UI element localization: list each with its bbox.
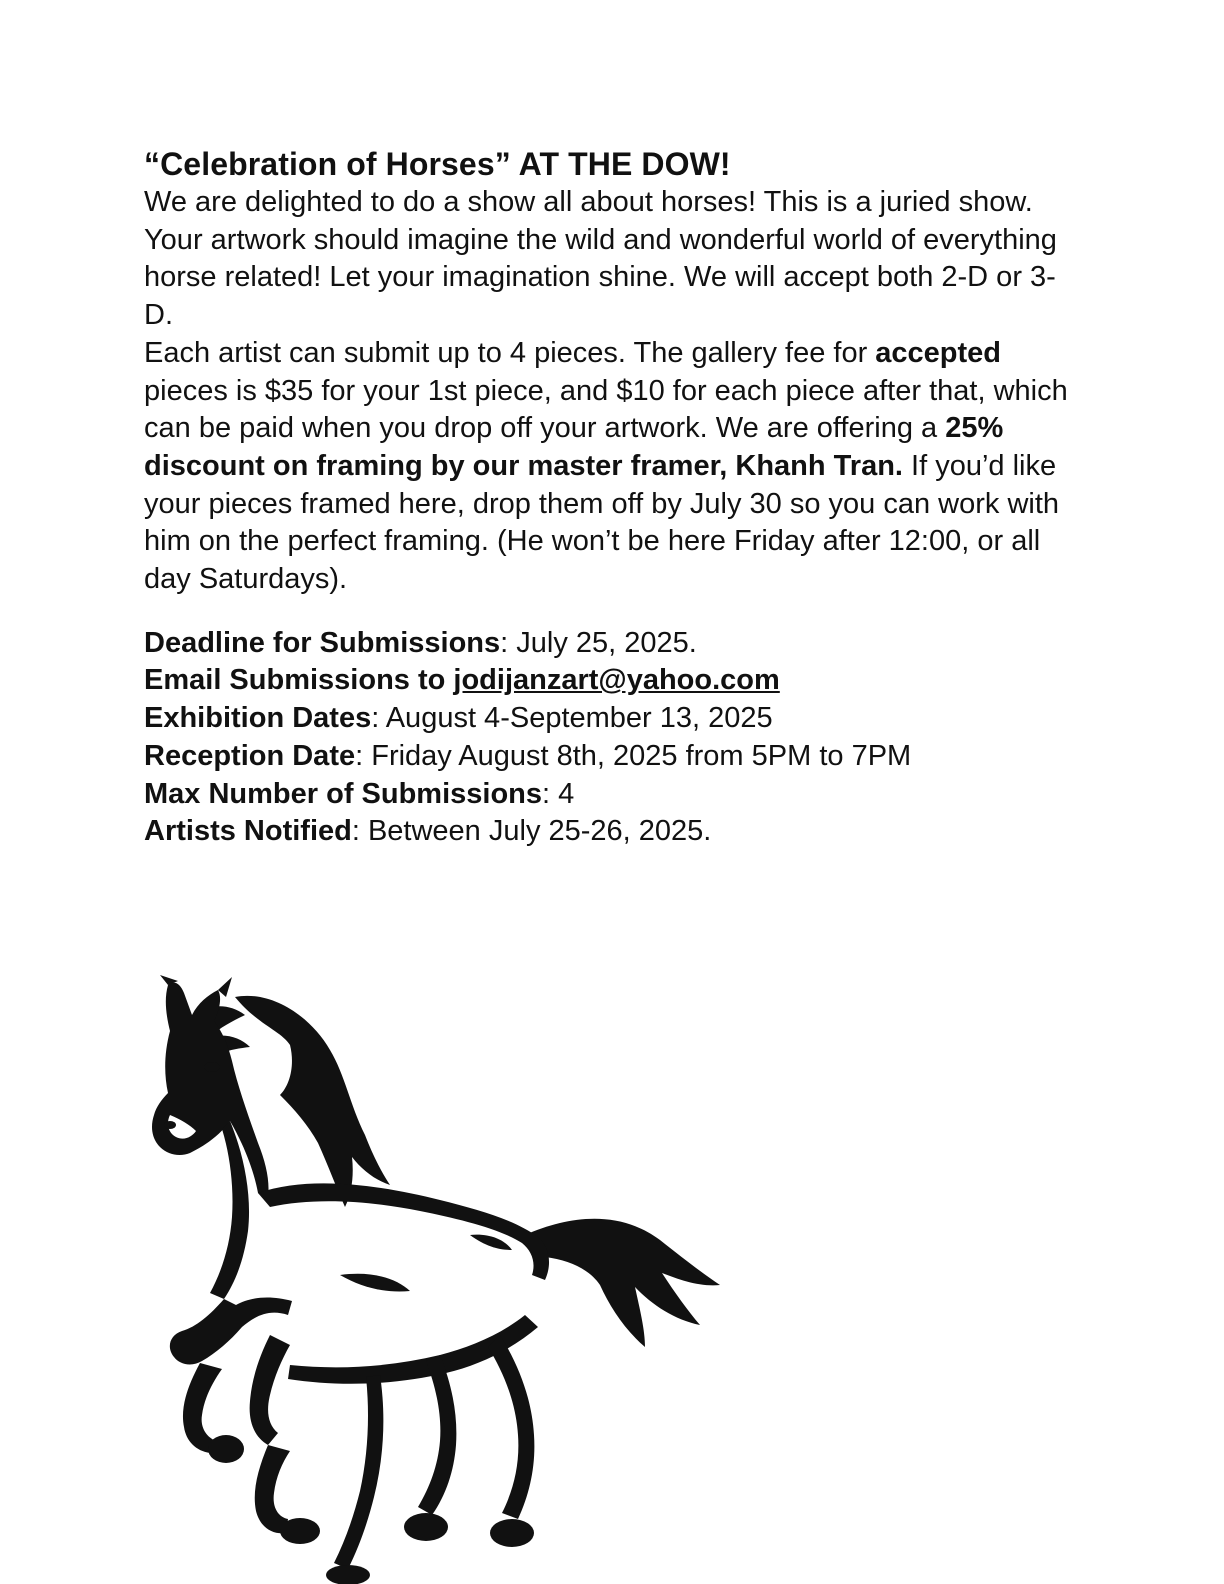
deadline-value: : July 25, 2025. xyxy=(500,626,697,659)
intro-paragraph-2 xyxy=(144,335,1084,599)
page-title: “Celebration of Horses” AT THE DOW! xyxy=(144,146,731,182)
framing-discount-emphasis: 25% discount on framing by our master framer, Khanh Tran. xyxy=(144,412,1004,482)
exhibition-value: : August 4-September 13, 2025 xyxy=(371,702,773,735)
reception-label: Reception Date xyxy=(144,739,356,772)
intro-paragraph-1: We are delighted to do a show all about horses! This is a juried show. Your artwork should imagine the wild and wonderful world of everything horse related! Let your imagination shine. We will accept both 2-D or 3-D. xyxy=(144,186,1057,332)
framing-text-end: If you’d like your pieces framed here, drop them off by July 30 so you can work with him on the perfect framing. (He won’t be here Friday after 12:00, or all day Saturdays). xyxy=(144,449,1060,596)
accepted-emphasis: accepted xyxy=(875,336,1002,369)
artists-notified-value: : Between July 25-26, 2025. xyxy=(351,815,712,848)
flyer-content xyxy=(144,144,1084,851)
max-submissions-row xyxy=(144,776,1084,814)
deadline-label: Deadline for Submissions xyxy=(144,626,501,659)
email-label: Email Submissions to xyxy=(144,664,454,697)
galloping-horse-icon xyxy=(140,975,730,1584)
max-submissions-value: : 4 xyxy=(542,777,575,810)
deadline-row xyxy=(144,625,1084,663)
email-row xyxy=(144,662,1084,700)
max-submissions-label: Max Number of Submissions xyxy=(144,777,543,810)
exhibition-row xyxy=(144,700,1084,738)
artists-notified-row xyxy=(144,813,1084,851)
submission-details xyxy=(144,625,1084,851)
horse-illustration-svg xyxy=(140,975,730,1584)
exhibition-label: Exhibition Dates xyxy=(144,702,372,735)
reception-value: : Friday August 8th, 2025 from 5PM to 7PM xyxy=(355,739,912,772)
artists-notified-label: Artists Notified xyxy=(144,815,352,848)
fee-text-middle: pieces is $35 for your 1st piece, and $10 for each piece after that, which can be paid when you drop off your artwork. We are offering a xyxy=(144,374,1068,445)
reception-row xyxy=(144,738,1084,776)
email-link[interactable]: jodijanzart@yahoo.com xyxy=(453,664,780,697)
fee-text-start: Each artist can submit up to 4 pieces. The gallery fee for xyxy=(144,336,876,369)
